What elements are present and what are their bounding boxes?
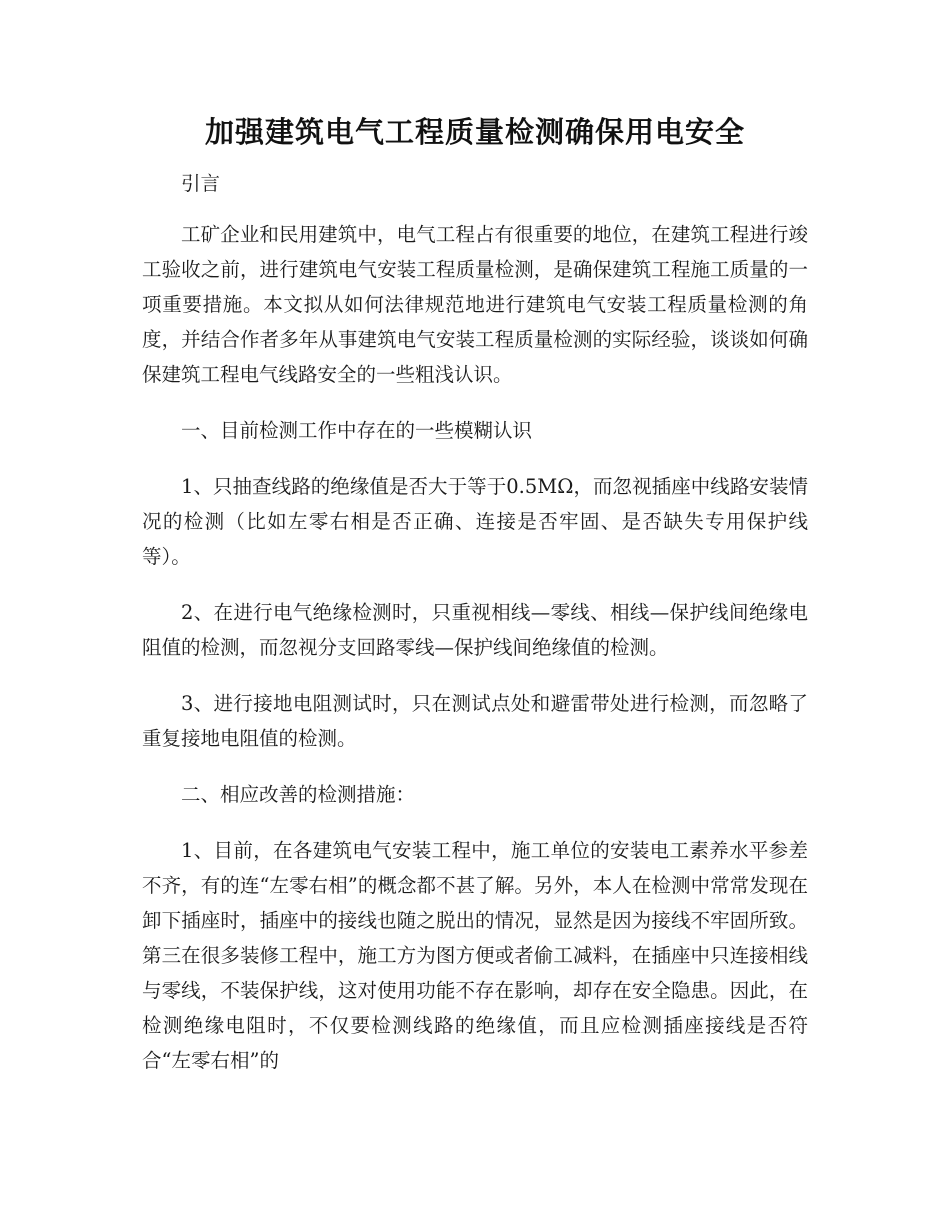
paragraph-intro-heading: 引言 <box>181 172 221 195</box>
list-item-1-1: 1、只抽查线路的绝缘值是否大于等于0.5MΩ，而忽视插座中线路安装情况的检测（比如左零右相是否正确、连接是否牢固、是否缺失专用保护线等）。 <box>142 475 808 568</box>
section-heading-1: 一、目前检测工作中存在的一些模糊认识 <box>181 419 533 442</box>
paragraph-intro-body: 工矿企业和民用建筑中，电气工程占有很重要的地位，在建筑工程进行竣工验收之前，进行建筑电气安装工程质量检测，是确保建筑工程施工质量的一项重要措施。本文拟从如何法律规范地进行建筑电气安装工程质量检测的角度，并结合作者多年从事建筑电气安装工程质量检测的实际经验，谈谈如何确保建筑工程电气线路安全的一些粗浅认识。 <box>142 223 808 386</box>
document-title: 加强建筑电气工程质量检测确保用电安全 <box>204 115 745 149</box>
section-heading-2: 二、相应改善的检测措施： <box>181 783 416 806</box>
list-item-2-1: 1、目前，在各建筑电气安装工程中，施工单位的安装电工素养水平参差不齐，有的连“左零右相”的概念都不甚了解。另外，本人在检测中常常发现在卸下插座时，插座中的接线也随之脱出的情况，显然是因为接线不牢固所致。第三在很多装修工程中，施工方为图方便或者偷工减料，在插座中只连接相线与零线，不装保护线，这对使用功能不存在影响，却存在安全隐患。因此，在检测绝缘电阻时，不仅要检测线路的绝缘值，而且应检测插座接线是否符合“左零右相”的 <box>142 839 808 1072</box>
list-item-1-3: 3、进行接地电阻测试时，只在测试点处和避雷带处进行检测，而忽略了重复接地电阻值的检测。 <box>142 692 808 750</box>
document-body <box>142 166 808 1099</box>
list-item-1-2: 2、在进行电气绝缘检测时，只重视相线—零线、相线—保护线间绝缘电阻值的检测，而忽视分支回路零线—保护线间绝缘值的检测。 <box>142 601 808 659</box>
